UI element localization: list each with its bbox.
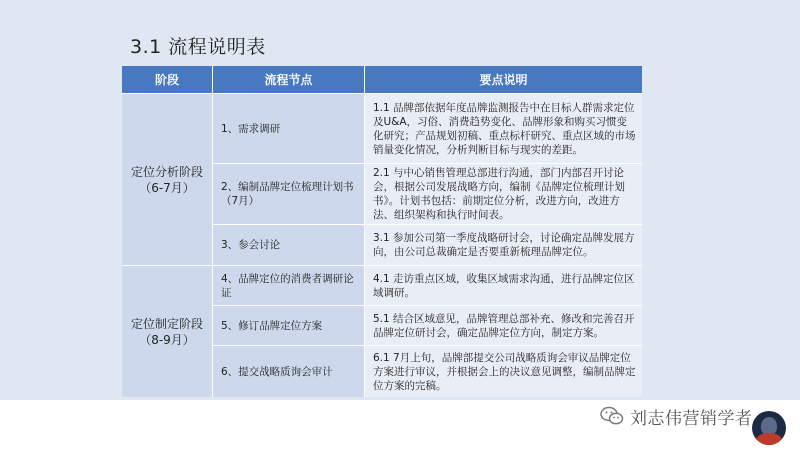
table-row	[122, 93, 642, 163]
point-cell: 6.1 7月上旬，品牌部提交公司战略质询会审议品牌定位方案进行审议，并根据会上的决议意见调整，编制品牌定位方案的完稿。	[364, 345, 642, 397]
node-cell: 6、提交战略质询会审计	[212, 345, 364, 397]
point-cell: 4.1 走访重点区域，收集区域需求沟通，进行品牌定位区域调研。	[364, 265, 642, 305]
table-header-row	[122, 66, 642, 93]
column-header-node: 流程节点	[212, 66, 364, 93]
column-header-point: 要点说明	[364, 66, 642, 93]
point-cell: 3.1 参加公司第一季度战略研讨会，讨论确定品牌发展方向，由公司总裁确定是否要重新梳理品牌定位。	[364, 224, 642, 265]
slide-title: 3.1 流程说明表	[130, 36, 266, 58]
phase-name: 定位制定阶段	[130, 316, 203, 331]
wechat-icon	[600, 406, 624, 426]
node-cell: 5、修订品牌定位方案	[212, 305, 364, 345]
node-cell: 3、参会讨论	[212, 224, 364, 265]
table-row	[122, 265, 642, 305]
node-cell: 4、品牌定位的消费者调研论证	[212, 265, 364, 305]
column-header-phase: 阶段	[122, 66, 212, 93]
node-cell: 1、需求调研	[212, 93, 364, 163]
phase-cell	[122, 93, 212, 265]
point-cell: 5.1 结合区域意见，品牌管理总部补充、修改和完善召开品牌定位研讨会，确定品牌定位方向，制定方案。	[364, 305, 642, 345]
avatar	[752, 411, 786, 445]
watermark-text: 刘志伟营销学者	[630, 408, 753, 429]
watermark	[600, 405, 753, 427]
point-cell: 2.1 与中心销售管理总部进行沟通，部门内部召开讨论会，根据公司发展战略方向，编制《品牌定位梳理计划书》。计划书包括：前期定位分析，改进方向，改进方法、组织架构和执行时间表。	[364, 163, 642, 224]
phase-name: 定位分析阶段	[130, 164, 203, 179]
phase-period: （6-7月）	[139, 180, 195, 195]
node-cell: 2、编制品牌定位梳理计划书（7月）	[212, 163, 364, 224]
phase-period: （8-9月）	[139, 332, 195, 347]
point-cell: 1.1 品牌部依据年度品牌监测报告中在目标人群需求定位及U&A，习俗、消费趋势变化、品牌形象和购买习惯变化研究；产品规划初稿、重点标杆研究、重点区域的市场销量变化情况，分析判断目标与现实的差距。	[364, 93, 642, 163]
process-table	[122, 66, 642, 397]
phase-cell	[122, 265, 212, 397]
